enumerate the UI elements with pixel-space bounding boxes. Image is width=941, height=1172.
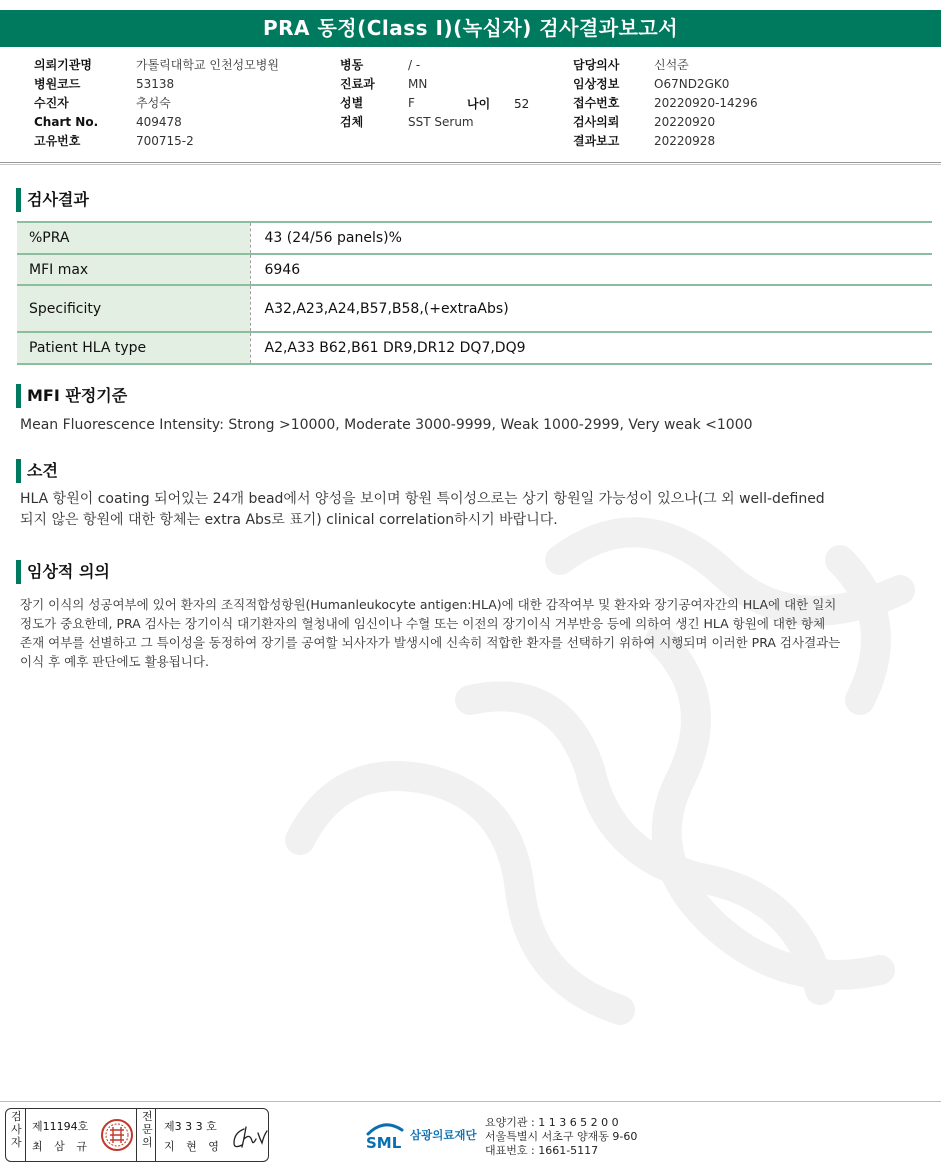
info-row-report-date: [573, 132, 758, 151]
info-label: 임상정보: [573, 77, 620, 91]
result-value: 43 (24/56 panels)%: [250, 222, 932, 254]
info-row-unique-no: [34, 132, 279, 151]
table-row: [17, 222, 932, 254]
info-row-patient: [34, 94, 279, 113]
signature-box: [5, 1108, 269, 1162]
logo-mark: SML: [366, 1134, 402, 1152]
info-row-ward: [340, 56, 474, 75]
info-value: 가톨릭대학교 인천성모병원: [136, 58, 279, 72]
tester-label: 검사자: [6, 1109, 26, 1161]
info-value: 700715-2: [136, 134, 194, 148]
info-label: 나이: [467, 97, 491, 111]
section-title-mfi: MFI 판정기준: [16, 384, 127, 408]
result-key: MFI max: [17, 254, 250, 285]
footer-divider: [0, 1101, 941, 1102]
info-value: SST Serum: [408, 115, 474, 129]
info-label: 병동: [340, 58, 364, 72]
info-row-age: [467, 95, 529, 114]
info-label: 결과보고: [573, 134, 620, 148]
opinion-text: [20, 489, 825, 531]
info-row-receipt-no: [573, 94, 758, 113]
official-seal-icon: [100, 1118, 134, 1152]
handwritten-signature-icon: [230, 1123, 268, 1151]
section-title-opinion: 소견: [16, 459, 58, 483]
info-row-specimen: [340, 113, 474, 132]
result-key: %PRA: [17, 222, 250, 254]
foundation-name: 삼광의료재단: [410, 1128, 477, 1142]
footer-contact: [485, 1116, 637, 1158]
info-value: 409478: [136, 115, 182, 129]
info-label: 담당의사: [573, 58, 620, 72]
info-row-chart-no: [34, 113, 279, 132]
info-label: 진료과: [340, 77, 375, 91]
info-value: O67ND2GK0: [654, 77, 730, 91]
tester-name: 최 삼 규: [32, 1140, 91, 1153]
table-row: [17, 254, 932, 285]
mfi-criteria-text: Mean Fluorescence Intensity: Strong >10000, Moderate 3000-9999, Weak 1000-2999, Very weak <1000: [20, 417, 753, 433]
result-value: 6946: [250, 254, 932, 285]
info-value: 52: [514, 97, 530, 111]
result-table: [17, 221, 932, 365]
section-title-clinical: 임상적 의의: [16, 560, 110, 584]
info-value: MN: [408, 77, 428, 91]
info-label: Chart No.: [34, 115, 99, 129]
opinion-line: 되지 않은 항원에 대한 항체는 extra Abs로 표기) clinical correlation하시기 바랍니다.: [20, 512, 558, 528]
info-label: 고유번호: [34, 134, 81, 148]
tester-license-number: 제11194호: [32, 1120, 89, 1133]
info-row-sex: [340, 94, 474, 113]
info-label: 접수번호: [573, 96, 620, 110]
clinical-line: 존재 여부를 선별하고 그 특이성을 동정하여 장기를 공여할 뇌사자가 발생시에 신속히 적합한 환자를 선택하기 위하여 시행되며 이러한 PRA 검사결과는: [20, 635, 841, 650]
result-value: A2,A33 B62,B61 DR9,DR12 DQ7,DQ9: [250, 332, 932, 364]
info-row-clinical-info: [573, 75, 758, 94]
specialist-label: 전문의: [136, 1109, 156, 1161]
result-key: Patient HLA type: [17, 332, 250, 364]
info-value: / -: [408, 58, 421, 72]
footer-line: 요양기관 : 1 1 3 6 5 2 0 0: [485, 1116, 619, 1129]
table-row: [17, 332, 932, 364]
info-column-3: [573, 56, 758, 151]
clinical-significance-text: [20, 595, 840, 671]
specialist-license-number: 제3 3 3 호: [164, 1120, 217, 1133]
info-row-department: [340, 75, 474, 94]
report-title: PRA 동정(Class I)(녹십자) 검사결과보고서: [0, 10, 941, 47]
info-row-hospital-code: [34, 75, 279, 94]
info-row-request-date: [573, 113, 758, 132]
clinical-line: 정도가 중요한데, PRA 검사는 장기이식 대기환자의 혈청내에 임신이나 수혈 또는 이전의 장기이식 거부반응 등에 의하여 생긴 HLA 항원에 대한 항체: [20, 616, 826, 631]
info-value: F: [408, 96, 415, 110]
info-column-1: [34, 56, 279, 151]
info-row-doctor: [573, 56, 758, 75]
info-label: 수진자: [34, 96, 69, 110]
clinical-line: 이식 후 예후 판단에도 활용됩니다.: [20, 654, 209, 669]
info-value: 20220920: [654, 115, 716, 129]
opinion-line: HLA 항원이 coating 되어있는 24개 bead에서 양성을 보이며 항원 특이성으로는 상기 항원일 가능성이 있으나(그 외 well-defined: [20, 491, 825, 507]
result-key: Specificity: [17, 285, 250, 332]
section-title-result: 검사결과: [16, 188, 89, 212]
table-row: [17, 285, 932, 332]
header-divider: [0, 162, 941, 165]
info-value: 20220928: [654, 134, 716, 148]
footer-line: 대표번호 : 1661-5117: [485, 1144, 599, 1157]
info-label: 검사의뢰: [573, 115, 620, 129]
info-value: 추성숙: [136, 96, 171, 110]
info-label: 의뢰기관명: [34, 58, 92, 72]
info-label: 병원코드: [34, 77, 81, 91]
info-column-2: [340, 56, 474, 132]
result-value: A32,A23,A24,B57,B58,(+extraAbs): [250, 285, 932, 332]
clinical-line: 장기 이식의 성공여부에 있어 환자의 조직적합성항원(Humanleukocyte antigen:HLA)에 대한 감작여부 및 환자와 장기공여자간의 HLA에 대한 일치: [20, 597, 837, 612]
info-row-institution: [34, 56, 279, 75]
info-label: 성별: [340, 96, 364, 110]
footer-line: 서울특별시 서초구 양재동 9-60: [485, 1130, 638, 1143]
info-value: 신석준: [654, 58, 689, 72]
info-label: 검체: [340, 115, 364, 129]
info-value: 20220920-14296: [654, 96, 758, 110]
specialist-name: 지 현 영: [164, 1140, 223, 1153]
info-value: 53138: [136, 77, 175, 91]
